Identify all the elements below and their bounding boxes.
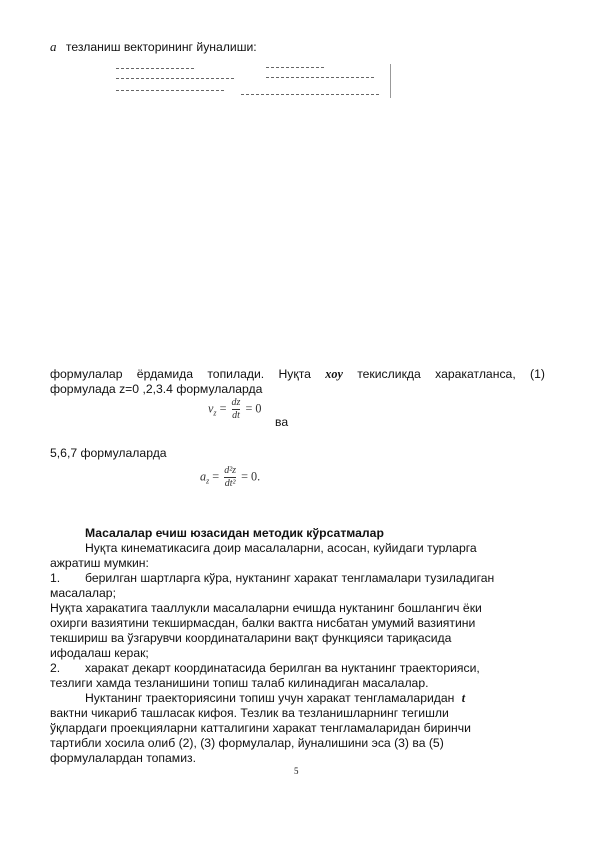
p2-line3: текшириш ва ўзгарувчи координаталарини вақт функцияси тариқасида xyxy=(50,631,452,645)
word: Нуқта xyxy=(278,367,311,381)
p3-line5: формулалардан топамиз. xyxy=(50,751,196,765)
p3-line1-text: Нуктанинг траекториясини топиш учун харакат тенгламаларидан xyxy=(85,691,455,705)
item2-line2: тезлиги хамда тезланишини топиш талаб килинадиган масалалар. xyxy=(50,676,429,690)
fraction-numerator: d²z xyxy=(224,465,237,476)
word: топилади. xyxy=(207,367,265,381)
plane-label: xoy xyxy=(325,367,343,381)
section-heading: Масалалар ечиш юзасидан методик кўрсатмалар xyxy=(85,526,384,540)
p2-line2: охирги вазиятини текширмасдан, балки вактга нисбатан умумий вазиятини xyxy=(50,616,476,630)
header-line xyxy=(50,40,257,54)
item1-number: 1. xyxy=(50,571,61,585)
item2-line1: харакат декарт координатасида берилган ва нуктанинг траекторияси, xyxy=(85,661,480,675)
item1-line1: берилган шартларга кўра, нуктанинг харакат тенгламалари тузиладиган xyxy=(85,571,495,585)
formula-sub: z xyxy=(213,408,217,418)
paragraph1-line2: формулада z=0 ,2,3.4 формулаларда xyxy=(50,382,263,396)
time-symbol: t xyxy=(461,691,466,705)
p3-line3: ўқлардаги проекцияларни катталигини харакат тенгламаларидан биринчи xyxy=(50,721,471,735)
p3-line2: вактни чикариб ташласак кифоя. Тезлик ва тезланишларнинг тегишли xyxy=(50,706,449,720)
p3-line4: тартибли хосила олиб (2), (3) формулалар, йуналишини эса (3) ва (5) xyxy=(50,736,444,750)
header-text: тезланиш векторининг йуналиши: xyxy=(65,40,257,54)
item1-line2: масалалар; xyxy=(50,586,116,600)
acceleration-formula: $a_z$ = $\frac{\text{d²z}}{\text{dt²}}$ = 0. xyxy=(200,465,261,489)
p2-line4: ифодалаш керак; xyxy=(50,646,149,660)
fraction-denominator: dt xyxy=(232,410,240,421)
fraction-numerator: dz xyxy=(231,397,241,408)
intro-line2: ажратиш мумкин: xyxy=(50,556,149,570)
item2-number: 2. xyxy=(50,661,61,675)
formula-rhs: = 0 xyxy=(245,401,262,416)
p2-line1: Нуқта харакатига тааллукли масалаларни ечишда нуктанинг бошлангич ёки xyxy=(50,601,482,615)
word: текисликда xyxy=(357,367,421,381)
formula-image-blurred xyxy=(116,64,396,100)
fraction-denominator: dt² xyxy=(224,478,236,489)
word: ёрдамида xyxy=(136,367,194,381)
word: харакатланса, xyxy=(435,367,516,381)
formula-rhs: 0. xyxy=(251,469,261,484)
paragraph1-line1 xyxy=(50,367,545,382)
word: формулалар xyxy=(50,367,123,381)
p3-line1 xyxy=(85,691,465,705)
fraction xyxy=(224,466,236,489)
fraction xyxy=(232,398,241,421)
formula-lhs: a xyxy=(200,469,207,484)
velocity-formula: $v_z$ = $\frac{dz}{dt}$ = 0 xyxy=(208,397,262,421)
intro-line1: Нуқта кинематикасига доир масалаларни, асосан, куйидаги турларга xyxy=(85,541,477,555)
paragraph1-line3: 5,6,7 формулаларда xyxy=(50,446,167,460)
word: (1) xyxy=(530,367,545,381)
page-number: 5 xyxy=(294,766,299,776)
conjunction-va: ва xyxy=(275,415,289,429)
acceleration-symbol: a xyxy=(50,39,57,54)
formula-sub: z xyxy=(206,476,210,486)
formula-lhs: v xyxy=(208,401,214,416)
